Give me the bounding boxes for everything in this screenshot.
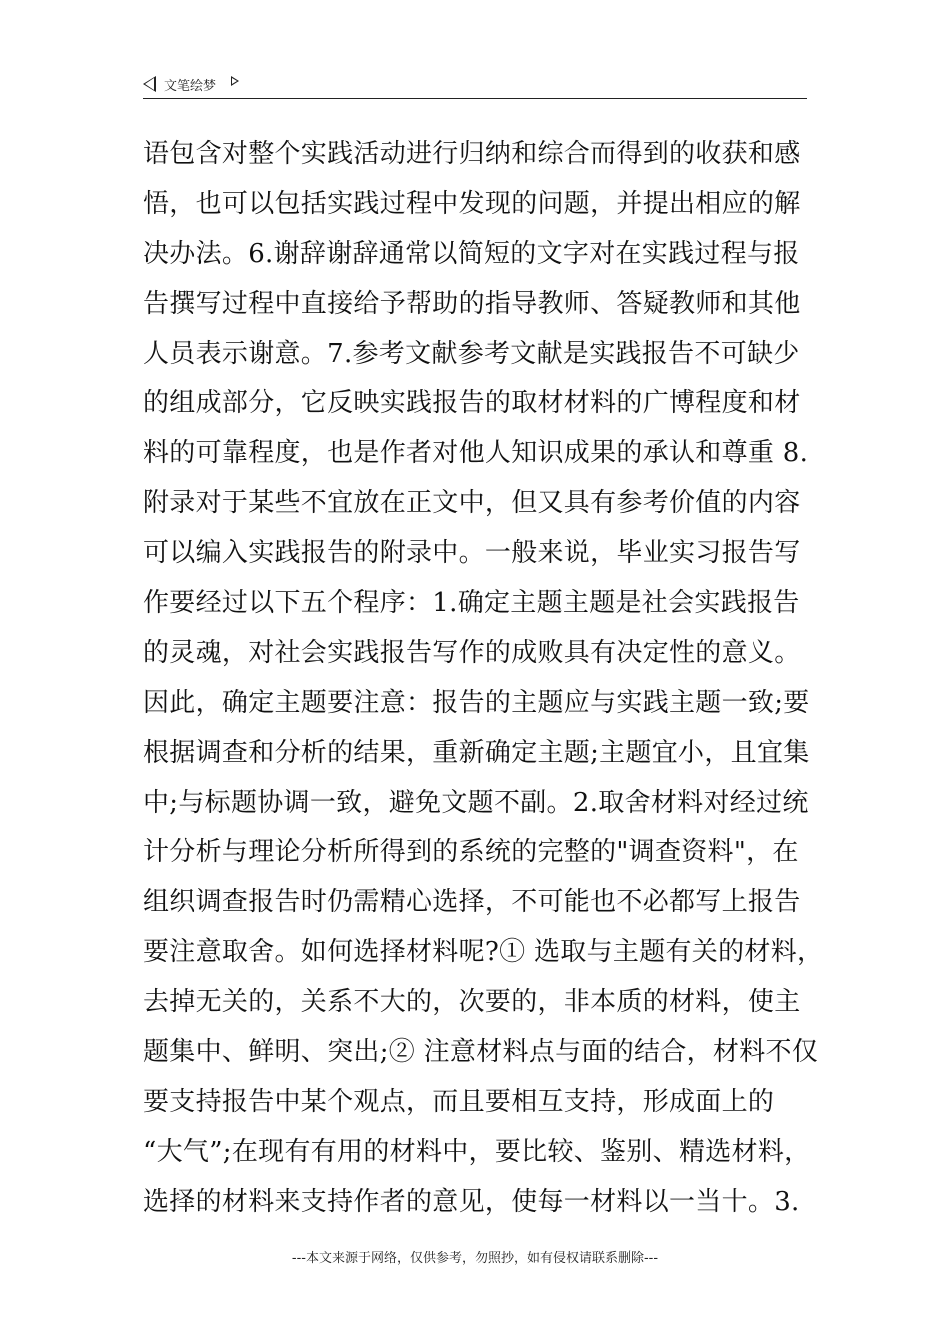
body-line: 组织调查报告时仍需精心选择，不可能也不必都写上报告 xyxy=(143,887,801,918)
body-line: 要支持报告中某个观点，而且要相互支持，形成面上的 xyxy=(143,1086,775,1117)
page-header xyxy=(143,70,807,99)
body-line: 可以编入实践报告的附录中。一般来说，毕业实习报告写 xyxy=(143,538,801,569)
body-line: 决办法。6.谢辞谢辞通常以简短的文字对在实践过程与报 xyxy=(143,238,800,269)
document-body xyxy=(143,130,823,1228)
body-line: 的灵魂，对社会实践报告写作的成败具有决定性的意义。 xyxy=(143,637,801,668)
header-brand: 文笔绘梦 xyxy=(164,79,217,94)
body-line: 中;与标题协调一致，避免文题不副。2.取舍材料对经过统 xyxy=(143,787,809,818)
triangle-right-icon xyxy=(231,76,239,86)
body-line: 要注意取舍。如何选择材料呢?① 选取与主题有关的材料， xyxy=(143,937,824,968)
body-line: 计分析与理论分析所得到的系统的完整的"调查资料"，在 xyxy=(143,837,799,868)
body-line: 料的可靠程度，也是作者对他人知识成果的承认和尊重 8. xyxy=(143,438,809,469)
body-line: 附录对于某些不宜放在正文中，但又具有参考价值的内容 xyxy=(143,488,801,519)
page-footer-disclaimer: ---本文来源于网络，仅供参考，勿照抄，如有侵权请联系删除--- xyxy=(291,1251,659,1266)
body-line: 告撰写过程中直接给予帮助的指导教师、答疑教师和其他 xyxy=(143,288,801,319)
body-line: 题集中、鲜明、突出;② 注意材料点与面的结合，材料不仅 xyxy=(143,1037,819,1068)
body-line: 作要经过以下五个程序：1.确定主题主题是社会实践报告 xyxy=(143,588,800,619)
body-line: 去掉无关的，关系不大的，次要的，非本质的材料，使主 xyxy=(143,987,801,1018)
body-line: 人员表示谢意。7.参考文献参考文献是实践报告不可缺少 xyxy=(143,338,800,369)
triangle-left-icon xyxy=(143,76,156,92)
body-line: 的组成部分，它反映实践报告的取材材料的广博程度和材 xyxy=(143,388,801,419)
body-line: 根据调查和分析的结果，重新确定主题;主题宜小，且宜集 xyxy=(143,737,810,768)
body-line: 语包含对整个实践活动进行归纳和综合而得到的收获和感 xyxy=(143,139,801,169)
body-line: 选择的材料来支持作者的意见，使每一材料以一当十。3. xyxy=(143,1186,800,1217)
body-line: 因此，确定主题要注意：报告的主题应与实践主题一致;要 xyxy=(143,687,810,718)
body-line: 悟，也可以包括实践过程中发现的问题，并提出相应的解 xyxy=(143,188,801,219)
body-line: “大气”;在现有有用的材料中，要比较、鉴别、精选材料， xyxy=(143,1136,811,1167)
